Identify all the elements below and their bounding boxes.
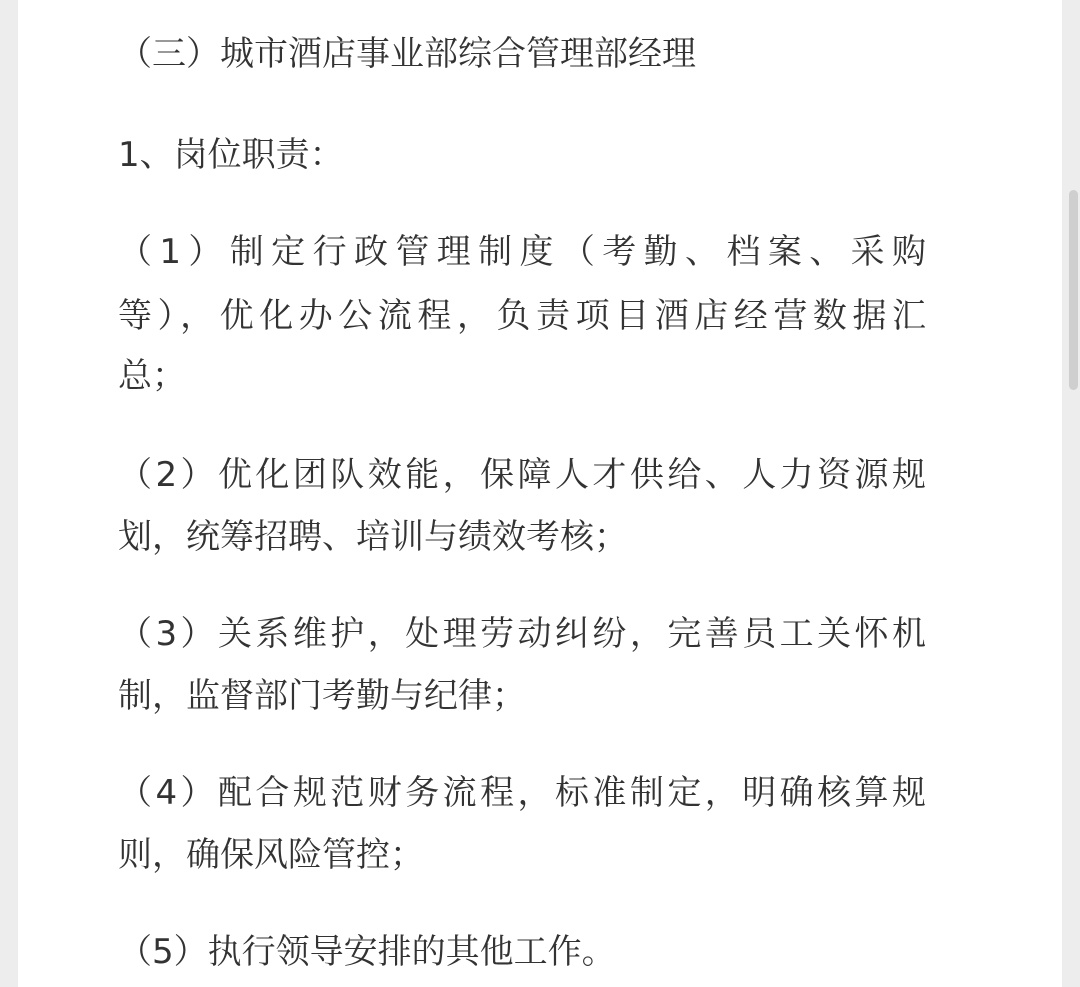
item-5-line-1: （5）执行领导安排的其他工作。 bbox=[118, 932, 616, 972]
item-4-line-2: 则，确保风险管控； bbox=[118, 835, 424, 875]
item-3-line-2: 制，监督部门考勤与纪律； bbox=[118, 676, 526, 716]
scrollbar-thumb[interactable] bbox=[1069, 190, 1078, 390]
item-1-line-1: （1）制定行政管理制度（考勤、档案、采购 bbox=[118, 232, 926, 272]
section-title: （三）城市酒店事业部综合管理部经理 bbox=[118, 34, 696, 74]
item-4-line-1: （4）配合规范财务流程，标准制定，明确核算规 bbox=[118, 773, 926, 813]
item-2-line-2: 划，统筹招聘、培训与绩效考核； bbox=[118, 517, 628, 557]
item-1-line-2: 等），优化办公流程，负责项目酒店经营数据汇 bbox=[118, 296, 926, 336]
item-1-line-3: 总； bbox=[118, 356, 186, 396]
item-3-line-1: （3）关系维护，处理劳动纠纷，完善员工关怀机 bbox=[118, 614, 926, 654]
subheading-responsibilities: 1、岗位职责： bbox=[118, 135, 344, 175]
item-2-line-1: （2）优化团队效能，保障人才供给、人力资源规 bbox=[118, 455, 926, 495]
